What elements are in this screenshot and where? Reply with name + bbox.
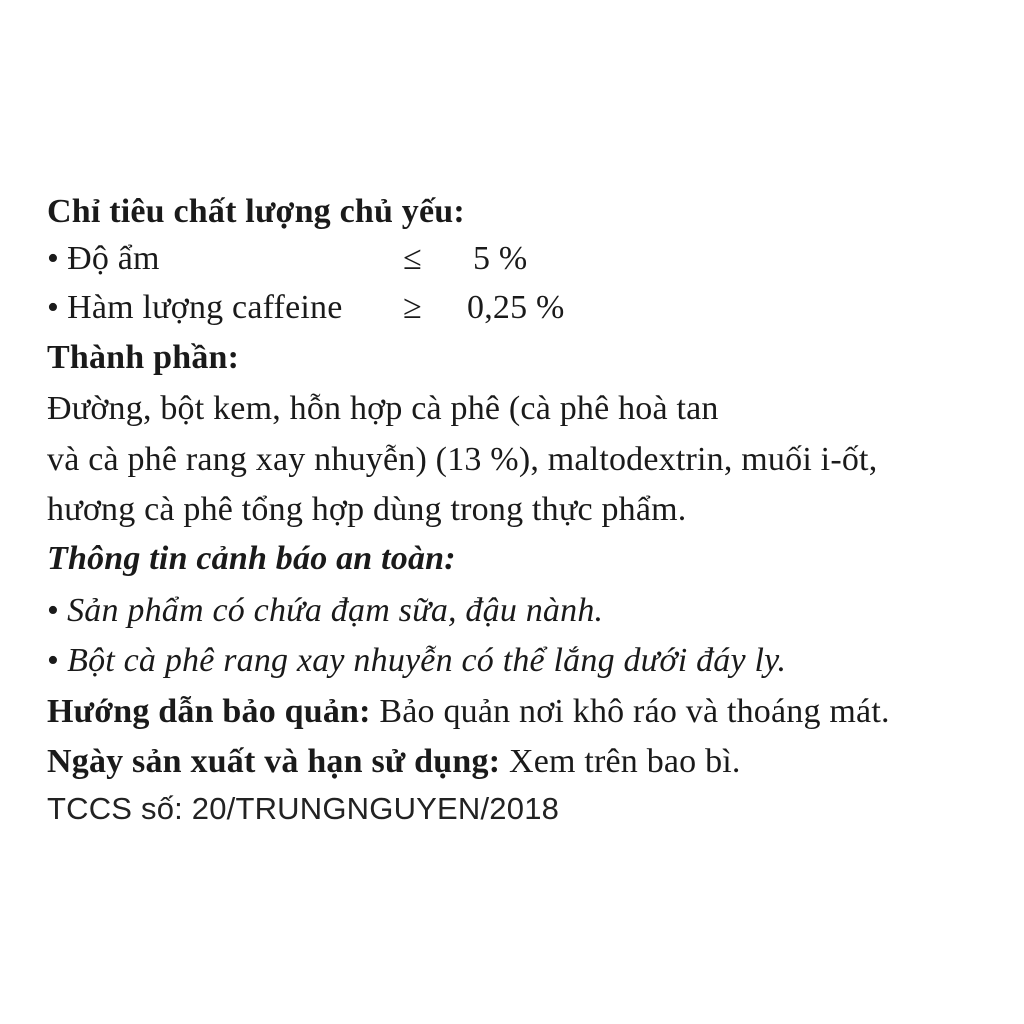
dates-label: Ngày sản xuất và hạn sử dụng: [47, 743, 501, 780]
dates-text: Xem trên bao bì. [508, 743, 741, 780]
quality-item-value: 0,25 % [467, 289, 565, 326]
bullet-icon: • [47, 642, 60, 679]
safety-heading: Thông tin cảnh báo an toàn: [47, 540, 456, 577]
bullet-icon: • [47, 240, 60, 277]
storage-text: Bảo quản nơi khô ráo và thoáng mát. [379, 693, 890, 730]
quality-item-text [47, 242, 160, 276]
quality-item-label: Hàm lượng caffeine [67, 289, 343, 326]
safety-item-text: Bột cà phê rang xay nhuyễn có thể lắng dưới đáy ly. [67, 642, 787, 679]
quality-item-operator: ≤ [403, 240, 422, 277]
quality-heading: Chỉ tiêu chất lượng chủ yếu: [47, 193, 465, 230]
quality-item-text [47, 291, 343, 325]
quality-item-moisture [47, 242, 607, 278]
ingredients-heading: Thành phần: [47, 339, 240, 376]
dates-line [47, 745, 741, 779]
quality-item-value: 5 % [473, 240, 528, 277]
quality-item-label: Độ ẩm [67, 240, 160, 277]
bullet-icon: • [47, 592, 60, 629]
safety-item-text: Sản phẩm có chứa đạm sữa, đậu nành. [67, 592, 604, 629]
bullet-icon: • [47, 289, 60, 326]
ingredients-line: Đường, bột kem, hỗn hợp cà phê (cà phê hoà tan [47, 390, 719, 427]
ingredients-line: hương cà phê tổng hợp dùng trong thực phẩm. [47, 491, 687, 528]
safety-item [47, 644, 786, 678]
quality-item-caffeine [47, 291, 607, 327]
storage-line [47, 695, 890, 729]
ingredients-line: và cà phê rang xay nhuyễn) (13 %), maltodextrin, muối i-ốt, [47, 441, 878, 478]
standard-number: TCCS số: 20/TRUNGNGUYEN/2018 [47, 791, 560, 826]
storage-label: Hướng dẫn bảo quản: [47, 693, 371, 730]
safety-item [47, 594, 603, 628]
quality-item-operator: ≥ [403, 289, 422, 326]
